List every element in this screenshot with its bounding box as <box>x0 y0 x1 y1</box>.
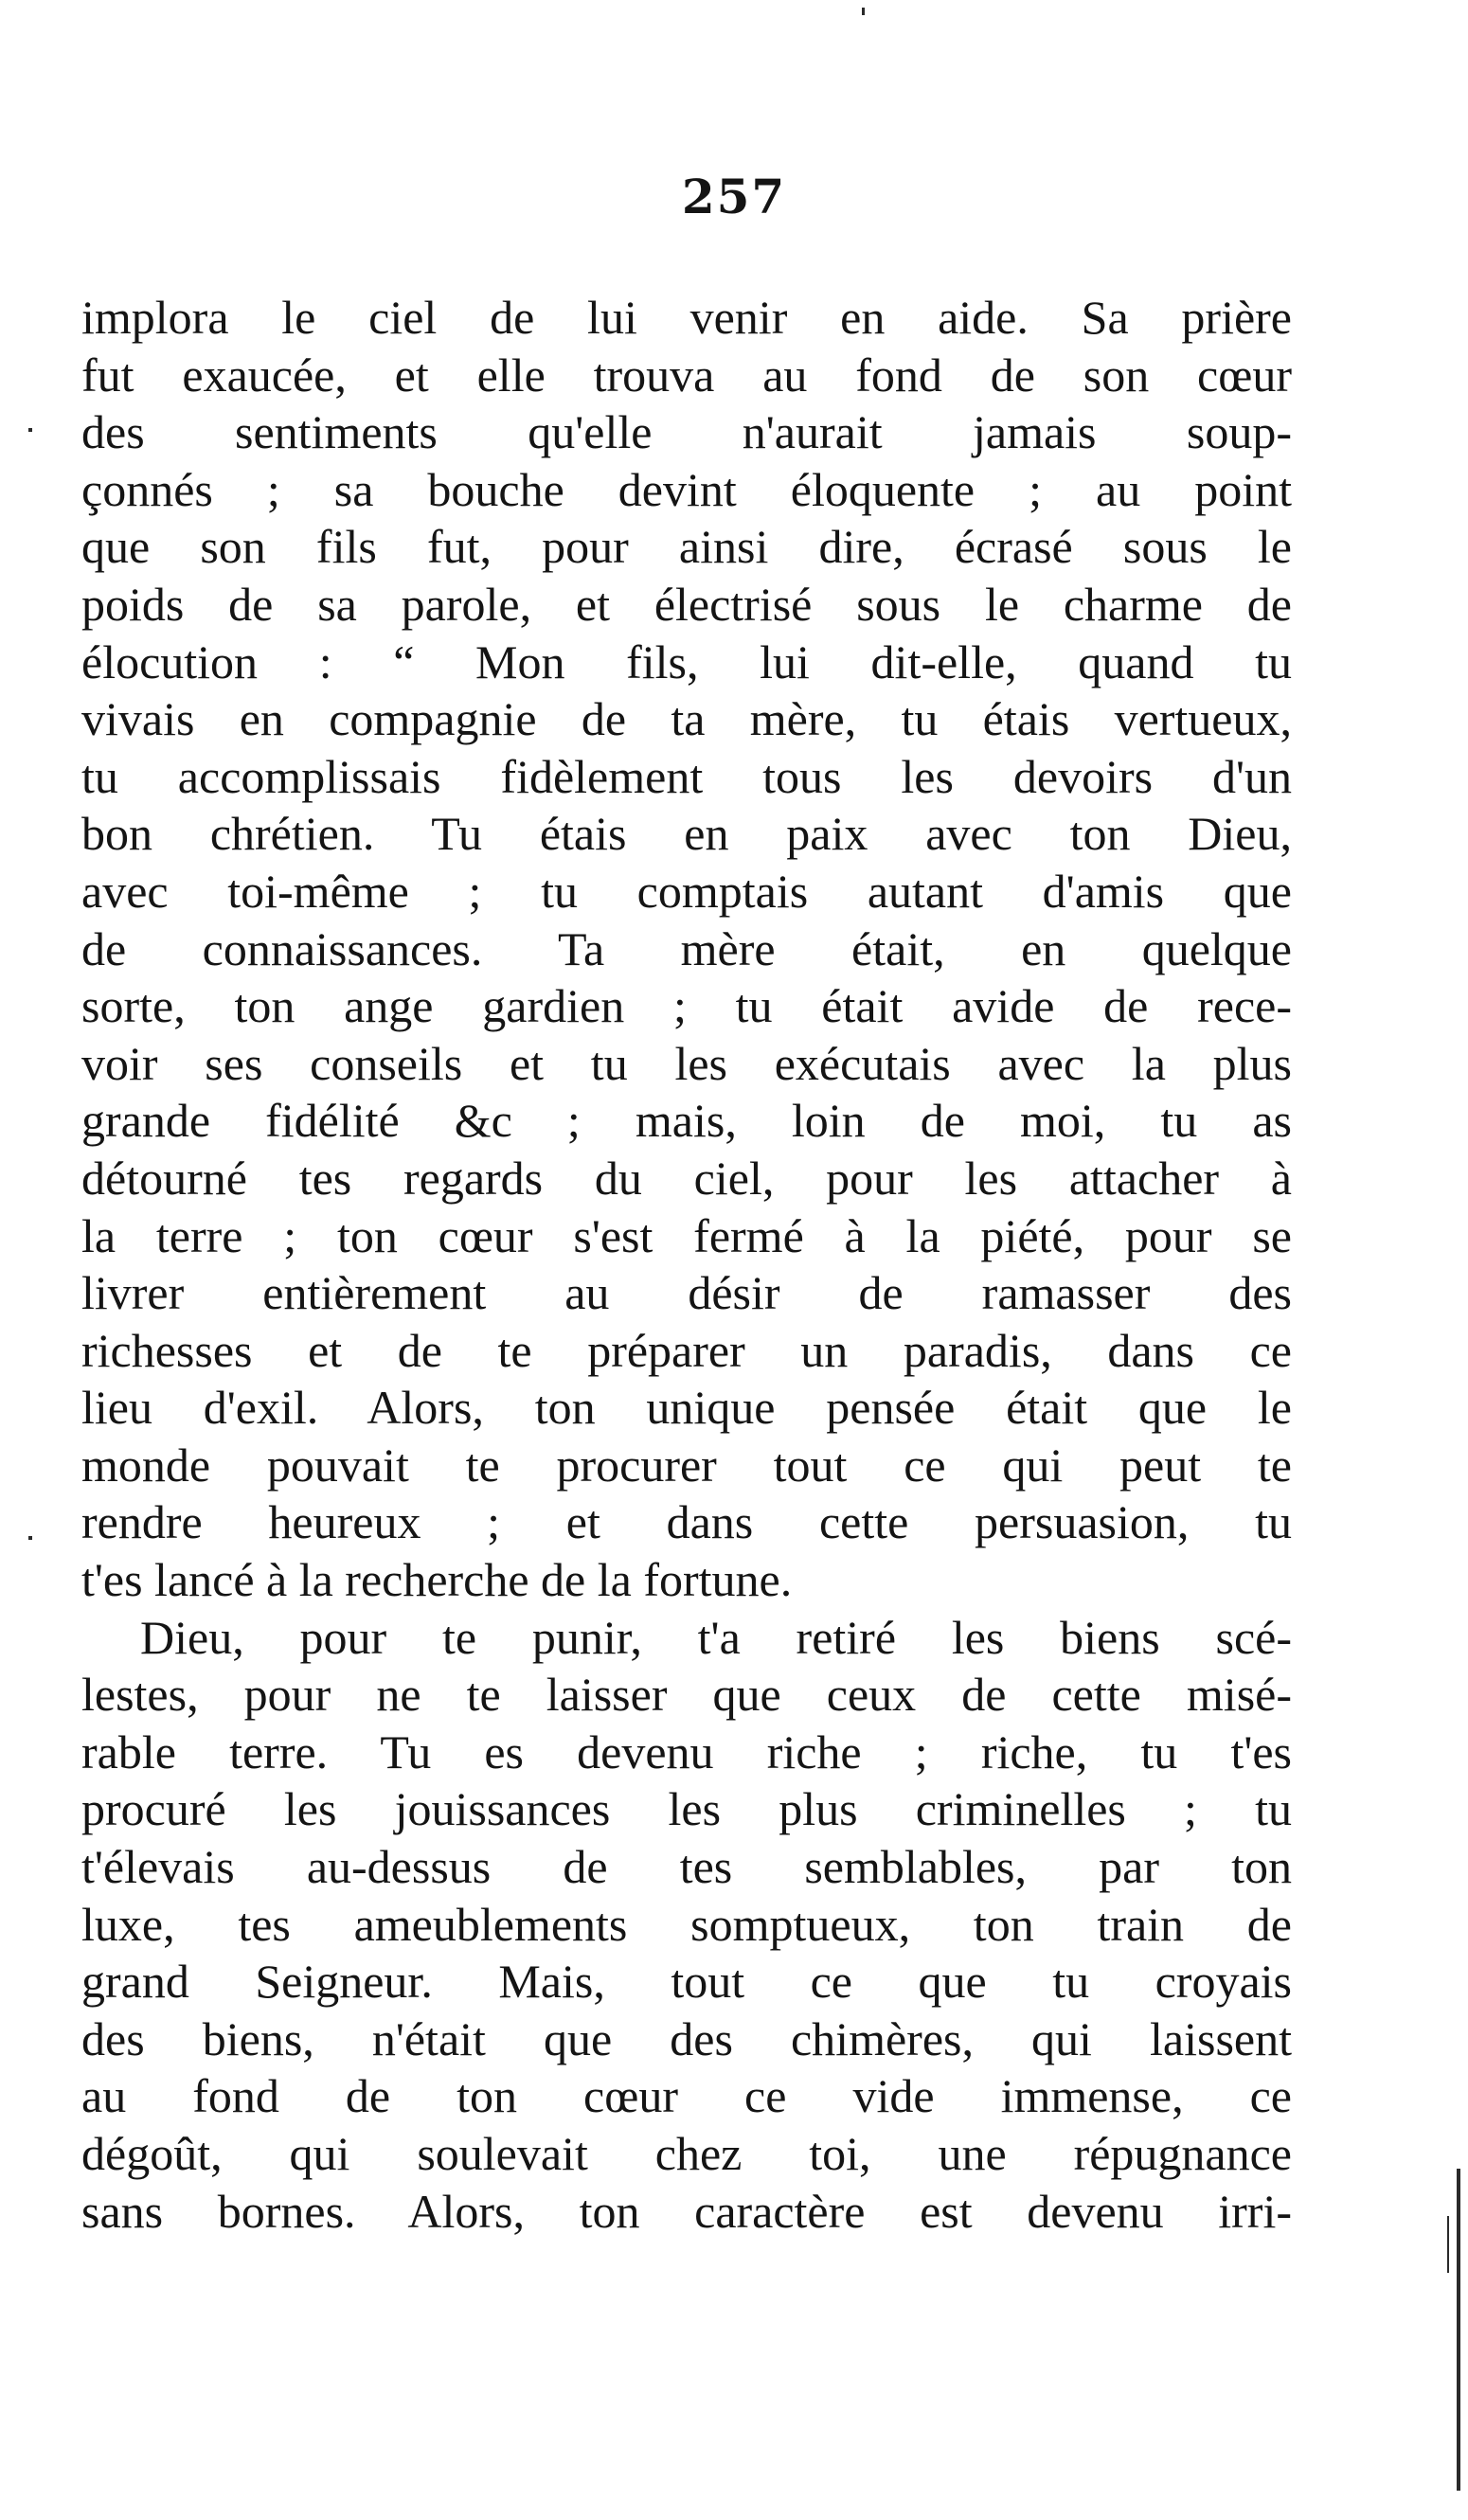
text-line: voir ses conseils et tu les exécutais avec la plus <box>81 1036 1292 1090</box>
text-line: grand Seigneur. Mais, tout ce que tu croyais <box>81 1955 1292 2009</box>
text-line: de connaissances. Ta mère était, en quelque <box>81 921 1292 975</box>
text-line: dégoût, qui soulevait chez toi, une répugnance <box>81 2127 1292 2180</box>
text-line: monde pouvait te procurer tout ce qui peut te <box>81 1438 1292 1492</box>
text-line: bon chrétien. Tu étais en paix avec ton Dieu, <box>81 807 1292 861</box>
text-line: que son fils fut, pour ainsi dire, écrasé sous le <box>81 520 1292 574</box>
text-line: implora le ciel de lui venir en aide. Sa prière <box>81 291 1292 344</box>
text-line: des sentiments qu'elle n'aurait jamais soup- <box>81 405 1292 459</box>
text-line: vivais en compagnie de ta mère, tu étais vertueux, <box>81 692 1292 746</box>
text-line: richesses et de te préparer un paradis, dans ce <box>81 1323 1292 1377</box>
text-line: des biens, n'était que des chimères, qui laissent <box>81 2011 1292 2065</box>
text-line: t'es lancé à la recherche de la fortune. <box>81 1553 793 1607</box>
text-line: çonnés ; sa bouche devint éloquente ; au point <box>81 462 1292 516</box>
body-text <box>81 289 1292 2240</box>
text-line: Dieu, pour te punir, t'a retiré les biens scé- <box>140 1610 1292 1664</box>
text-line: élocution : “ Mon fils, lui dit-elle, quand tu <box>81 634 1292 688</box>
text-line: t'élevais au-dessus de tes semblables, par ton <box>81 1840 1292 1894</box>
text-line: détourné tes regards du ciel, pour les attacher à <box>81 1151 1292 1205</box>
text-line: livrer entièrement au désir de ramasser des <box>81 1266 1292 1320</box>
text-line: lestes, pour ne te laisser que ceux de cette misé- <box>81 1668 1292 1722</box>
scan-edge-mark <box>862 8 865 15</box>
text-line: avec toi-même ; tu comptais autant d'amis que <box>81 864 1292 918</box>
page-number: 257 <box>681 169 787 224</box>
text-line: luxe, tes ameublements somptueux, ton train de <box>81 1897 1292 1951</box>
text-line: rendre heureux ; et dans cette persuasion, tu <box>81 1495 1292 1549</box>
text-line: la terre ; ton cœur s'est fermé à la piété, pour se <box>81 1208 1292 1262</box>
scan-edge-mark <box>1457 2169 1460 2491</box>
text-line: au fond de ton cœur ce vide immense, ce <box>81 2069 1292 2123</box>
scan-edge-mark <box>28 428 32 432</box>
scan-edge-mark <box>28 1536 32 1540</box>
text-line: sorte, ton ange gardien ; tu était avide de rece- <box>81 979 1292 1033</box>
text-line: tu accomplissais fidèlement tous les devoirs d'un <box>81 749 1292 803</box>
text-line: procuré les jouissances les plus criminelles ; tu <box>81 1782 1292 1836</box>
text-line: fut exaucée, et elle trouva au fond de son cœur <box>81 348 1292 402</box>
text-line: sans bornes. Alors, ton caractère est devenu irri- <box>81 2184 1292 2238</box>
scan-edge-mark <box>1447 2216 1449 2273</box>
text-line: grande fidélité &c ; mais, loin de moi, tu as <box>81 1094 1292 1148</box>
text-line: lieu d'exil. Alors, ton unique pensée était que le <box>81 1381 1292 1435</box>
text-line: rable terre. Tu es devenu riche ; riche, tu t'es <box>81 1725 1292 1778</box>
text-line: poids de sa parole, et électrisé sous le charme de <box>81 577 1292 631</box>
